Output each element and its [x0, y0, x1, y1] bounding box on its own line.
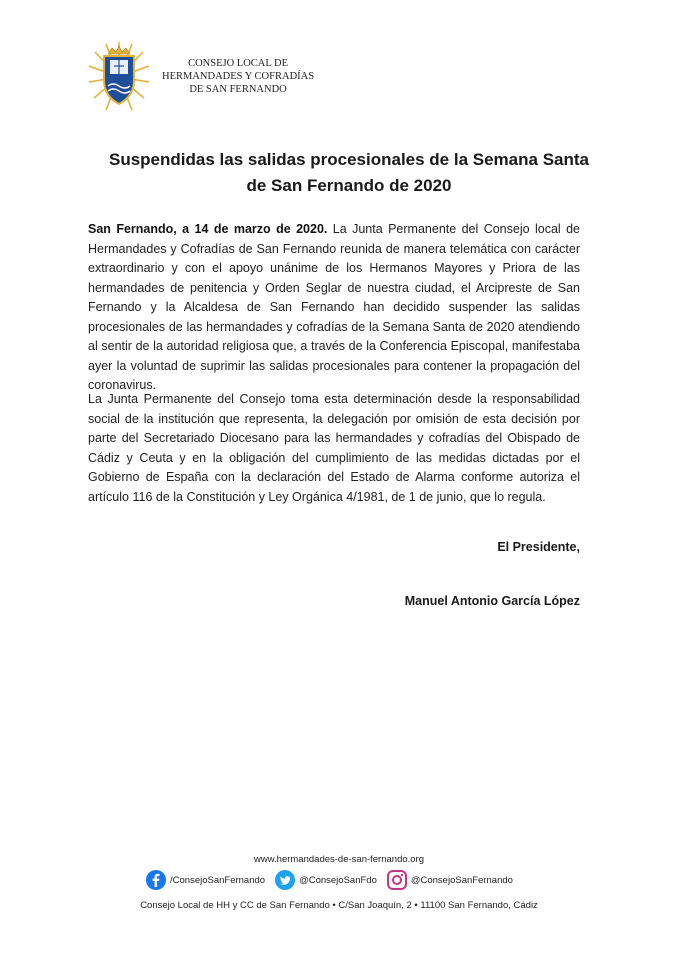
letterhead: [88, 40, 314, 114]
organization-name: [162, 57, 314, 96]
council-logo: [88, 40, 150, 114]
twitter-handle: @ConsejoSanFdo: [299, 874, 377, 886]
instagram-icon: [387, 870, 407, 890]
org-name-line: DE SAN FERNANDO: [189, 83, 287, 95]
twitter-icon: [275, 870, 295, 890]
instagram-link[interactable]: [387, 870, 513, 890]
instagram-handle: @ConsejoSanFernando: [410, 874, 513, 886]
signature-role: El Presidente,: [497, 540, 580, 554]
footer-address: Consejo Local de HH y CC de San Fernando • C/San Joaquín, 2 • 11100 San Fernando, Cádiz: [140, 900, 538, 911]
body-paragraph-2: La Junta Permanente del Consejo toma esta determinación desde la responsabilidad social de la institución que representa, la delegación por omisión de esta decisión por parte del Secretariado Diocesano para las hermandades y cofradías del Obispado de Cádiz y Ceuta y en la obligación del cumplimiento de las medidas dictadas por el Gobierno de España con la declaración del Estado de Alarma conforme autoriza el artículo 116 de la Constitución y Ley Orgánica 4/1981, de 1 de junio, que lo regula.: [88, 392, 580, 504]
dateline: San Fernando, a 14 de marzo de 2020.: [88, 222, 328, 236]
title-line: de San Fernando de 2020: [246, 176, 452, 195]
body-paragraph-1: [88, 220, 580, 396]
website-link[interactable]: www.hermandades-de-san-fernando.org: [253, 854, 425, 865]
org-name-line: HERMANDADES Y COFRADÍAS: [162, 70, 315, 82]
document-title: [60, 147, 638, 199]
facebook-handle: /ConsejoSanFernando: [170, 874, 266, 886]
paragraph-text: La Junta Permanente del Consejo local de Hermandades y Cofradías de San Fernando reunida de manera telemática con carácter extraordinario y con el apoyo unánime de los Hermanos Mayores y Priora de las hermandades de penitencia y Orden Seglar de nuestra ciudad, el Arcipreste de San Fernando y la Alcaldesa de San Fernando han decidido suspender las salidas procesionales de las hermandades y cofradías de la Semana Santa de 2020 atendiendo al sentir de la autoridad religiosa que, a través de la Conferencia Episcopal, manifestaba ayer la voluntad de suprimir las salidas procesionales para contener la propagación del coronavirus.: [88, 222, 581, 392]
social-links: [146, 870, 523, 890]
title-line: Suspendidas las salidas procesionales de la Semana Santa: [109, 150, 589, 169]
twitter-link[interactable]: [275, 870, 377, 890]
signature-name: Manuel Antonio García López: [404, 594, 580, 608]
org-name-line: CONSEJO LOCAL DE: [188, 57, 289, 69]
facebook-link[interactable]: [146, 870, 265, 890]
facebook-icon: [146, 870, 166, 890]
